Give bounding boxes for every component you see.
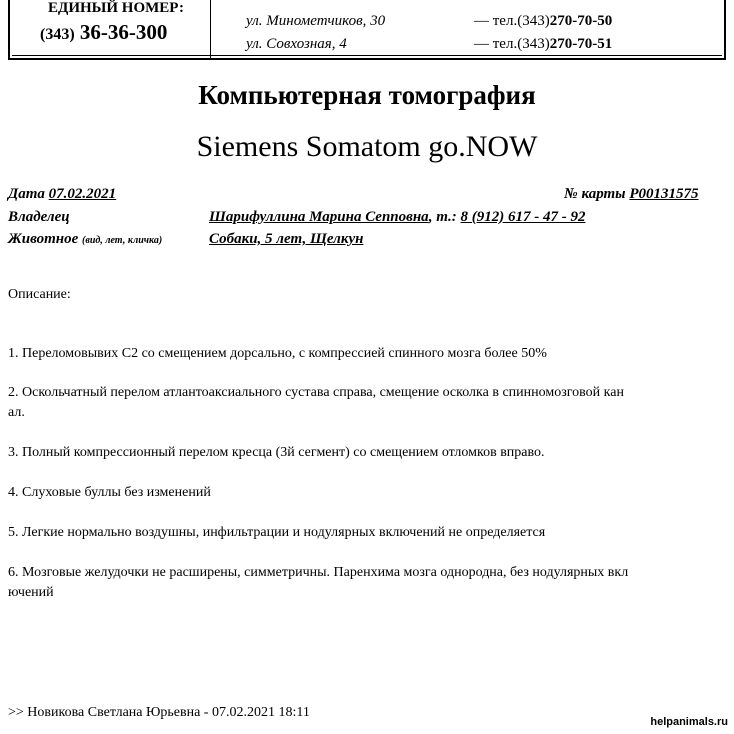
- report-item-2: 2. Оскольчатный перелом атлантоаксиального сустава справа, смещение осколка в спинномозговой кан: [8, 385, 624, 400]
- report-item-5: 5. Легкие нормально воздушны, инфильтрации и нодулярных включений не определяется: [8, 525, 546, 540]
- signature-line: >> Новикова Светлана Юрьевна - 07.02.2021 18:11: [8, 705, 310, 720]
- branch-phone-3: — тел.(343)270-70-51: [474, 36, 613, 52]
- card-value: P00131575: [629, 186, 699, 202]
- date-value: 07.02.2021: [48, 186, 117, 202]
- report-item-6-cont: ючений: [8, 585, 54, 600]
- clinic-header: [8, 0, 726, 60]
- hotline-title: ЕДИНЫЙ НОМЕР:: [48, 0, 185, 16]
- report-heading: Описание:: [8, 287, 71, 302]
- animal-label: Животное (вид, лет, кличка): [8, 231, 163, 247]
- site-watermark: helpanimals.ru: [650, 716, 728, 728]
- header-divider: [210, 0, 211, 58]
- animal-value: Собаки, 5 лет, Щелкун: [209, 231, 364, 247]
- animal-hint: (вид, лет, кличка): [82, 235, 163, 246]
- report-item-6: 6. Мозговые желудочки не расширены, симметричны. Паренхима мозга однородна, без нодулярных вкл: [8, 565, 629, 580]
- report-item-3: 3. Полный компрессионный перелом кресца (3й сегмент) со смещением отломков вправо.: [8, 445, 545, 460]
- owner-value: Шарифуллина Марина Сепповна, т.: 8 (912) 617 - 47 - 92: [209, 209, 586, 225]
- document-title: Компьютерная томография: [198, 80, 536, 110]
- date-field: Дата 07.02.2021: [8, 186, 117, 202]
- document-subtitle: Siemens Somatom go.NOW: [196, 130, 538, 163]
- branch-phone-2: — тел.(343)270-70-50: [474, 13, 613, 29]
- hotline-code: (343): [40, 26, 75, 43]
- branch-address-3: ул. Совхозная, 4: [246, 36, 347, 52]
- hotline-main: 36-36-300: [79, 20, 168, 44]
- report-item-4: 4. Слуховые буллы без изменений: [8, 485, 211, 500]
- card-field: № карты P00131575: [564, 186, 699, 202]
- hotline-number: [40, 20, 167, 45]
- report-item-1: 1. Переломовывих С2 со смещением дорсально, с компрессией спинного мозга более 50%: [8, 346, 547, 361]
- report-item-2-cont: ал.: [8, 405, 25, 420]
- owner-label: Владелец: [8, 209, 70, 225]
- branch-address-2: ул. Минометчиков, 30: [246, 13, 386, 29]
